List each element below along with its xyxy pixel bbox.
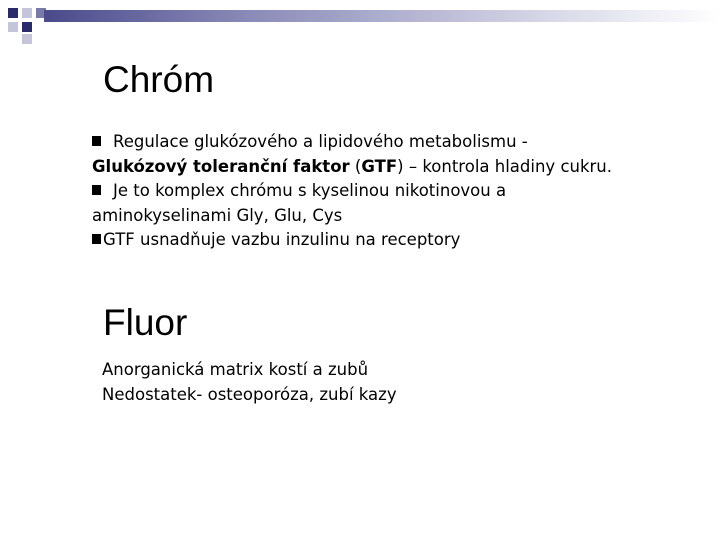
bullet-text: Regulace glukózového a lipidového metabolismu - [113,132,528,151]
bullet-item [92,228,612,253]
bullet-item [92,130,612,179]
section-title-chrom: Chróm [103,59,215,100]
gtf-abbrev: GTF [361,156,398,176]
bullet-text: Je to komplex chrómu s kyselinou nikotinovou a aminokyselinami Gly, Glu, Cys [92,181,507,225]
section-title-fluor: Fluor [103,302,188,343]
bullet-square-icon [92,136,101,146]
fluor-body [102,358,397,407]
gtf-term: Glukózový toleranční faktor [92,156,350,176]
decor-square [22,8,32,18]
header-decoration [0,0,720,44]
decor-square [8,22,18,32]
fluor-line: Anorganická matrix kostí a zubů [102,360,369,379]
gtf-paren: ( [349,156,362,176]
chrom-body [92,130,612,253]
header-gradient-bar [44,10,720,22]
bullet-text: GTF usnadňuje vazbu inzulinu na receptory [103,230,461,249]
fluor-line: Nedostatek- osteoporóza, zubí kazy [102,384,397,404]
bullet-square-icon [92,185,101,195]
gtf-description: ) – kontrola hladiny cukru. [397,156,613,176]
decor-square [8,8,18,18]
decor-square [22,34,32,44]
decor-square [22,22,32,32]
bullet-square-icon [92,234,101,244]
bullet-item [92,179,612,228]
